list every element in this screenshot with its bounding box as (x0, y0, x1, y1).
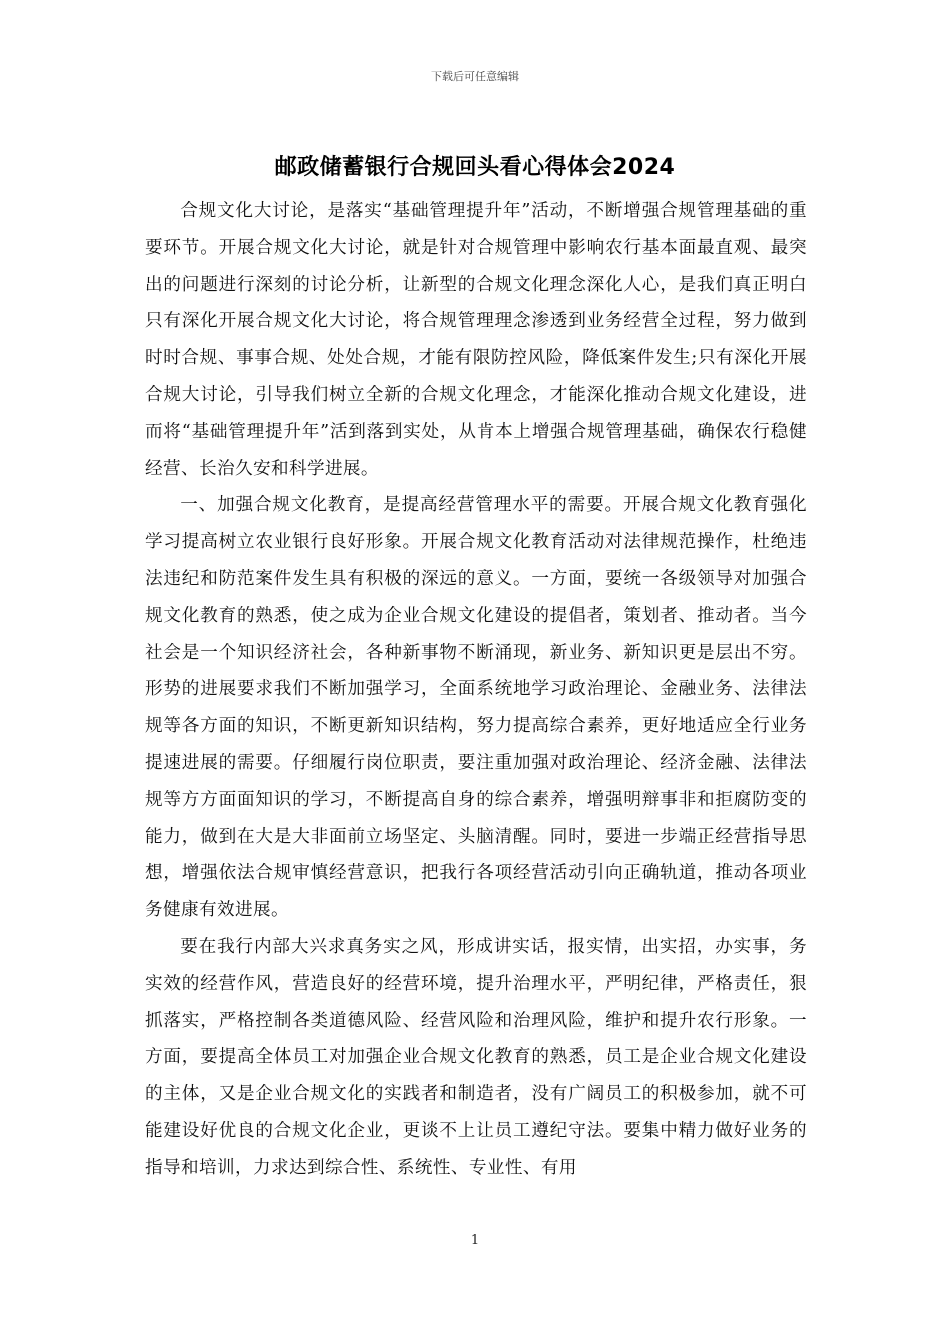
paragraph: 一、加强合规文化教育，是提高经营管理水平的需要。开展合规文化教育强化学习提高树立农业银行良好形象。开展合规文化教育活动对法律规范操作，杜绝违法违纪和防范案件发生具有积极的深远的意义。一方面，要统一各级领导对加强合规文化教育的熟悉，使之成为企业合规文化建设的提倡者，策划者、推动者。当今社会是一个知识经济社会，各种新事物不断涌现，新业务、新知识更是层出不穷。形势的进展要求我们不断加强学习，全面系统地学习政治理论、金融业务、法律法规等各方面的知识，不断更新知识结构，努力提高综合素养，更好地适应全行业务提速进展的需要。仔细履行岗位职责，要注重加强对政治理论、经济金融、法律法规等方方面面知识的学习，不断提高自身的综合素养，增强明辩事非和拒腐防变的能力，做到在大是大非面前立场坚定、头脑清醒。同时，要进一步端正经营指导思想，增强依法合规审慎经营意识，把我行各项经营活动引向正确轨道，推动各项业务健康有效进展。 (145, 495, 807, 921)
document-title: 邮政储蓄银行合规回头看心得体会2024 (274, 155, 676, 180)
paragraph: 要在我行内部大兴求真务实之风，形成讲实话，报实情，出实招，办实事，务实效的经营作风，营造良好的经营环境，提升治理水平，严明纪律，严格责任，狠抓落实，严格控制各类道德风险、经营风险和治理风险，维护和提升农行形象。一方面，要提高全体员工对加强企业合规文化教育的熟悉，员工是企业合规文化建设的主体，又是企业合规文化的实践者和制造者，没有广阔员工的积极参加，就不可能建设好优良的合规文化企业，更谈不上让员工遵纪守法。要集中精力做好业务的指导和培训，力求达到综合性、系统性、专业性、有用 (145, 936, 807, 1178)
paragraph: 合规文化大讨论，是落实“基础管理提升年”活动，不断增强合规管理基础的重要环节。开展合规文化大讨论，就是针对合规管理中影响农行基本面最直观、最突出的问题进行深刻的讨论分析，让新型的合规文化理念深化人心，是我们真正明白只有深化开展合规文化大讨论，将合规管理理念渗透到业务经营全过程，努力做到时时合规、事事合规、处处合规，才能有限防控风险，降低案件发生;只有深化开展合规大讨论，引导我们树立全新的合规文化理念，才能深化推动合规文化建设，进而将“基础管理提升年”活到落到实处，从肯本上增强合规管理基础，确保农行稳健经营、长治久安和科学进展。 (145, 201, 807, 479)
page-number: 1 (470, 1233, 480, 1248)
header-note: 下载后可任意编辑 (431, 70, 519, 83)
document-body (145, 193, 807, 1187)
